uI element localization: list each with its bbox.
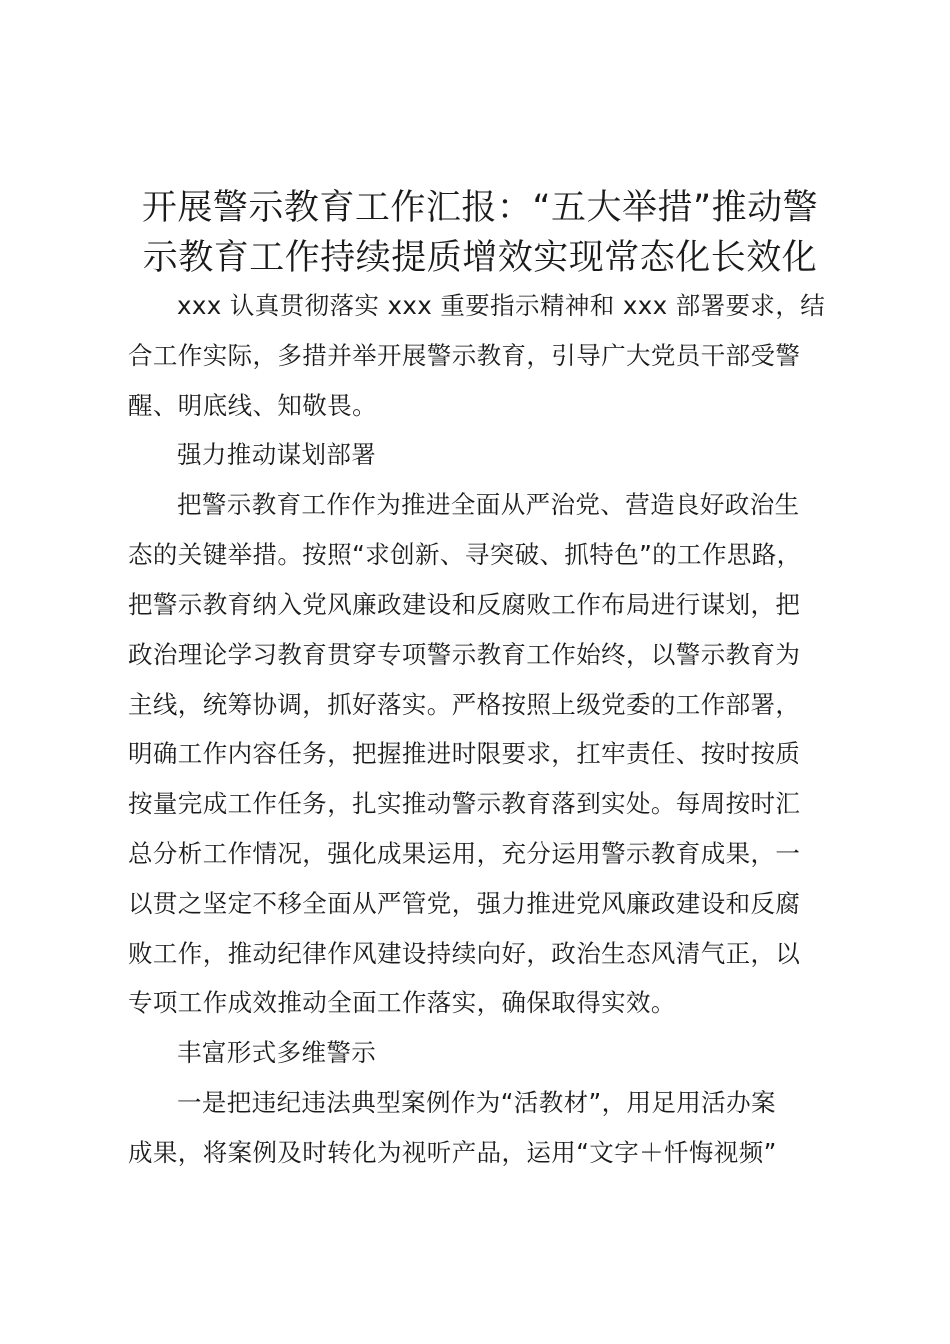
title-line-1: 开展警示教育工作汇报：“五大举措”推动警	[141, 188, 819, 228]
body-line-11: 专项工作成效推动全面工作落实，确保取得实效。	[128, 988, 676, 1017]
intro-line-3: 醒、明底线、知敬畏。	[128, 391, 377, 420]
body-line-7: 按量完成工作任务，扎实推动警示教育落到实处。每周按时汇	[128, 789, 801, 818]
body-line-9: 以贯之坚定不移全面从严管党，强力推进党风廉政建设和反腐	[128, 889, 801, 918]
body-line-13: 成果，将案例及时转化为视听产品，运用“文字＋忏悔视频”	[128, 1138, 777, 1167]
body-line-10: 败工作，推动纪律作风建设持续向好，政治生态风清气正，以	[128, 939, 801, 968]
body-line-2: 态的关键举措。按照“求创新、寻突破、抓特色”的工作思路，	[128, 540, 802, 569]
body-line-4: 政治理论学习教育贯穿专项警示教育工作始终，以警示教育为	[128, 640, 801, 669]
body-line-8: 总分析工作情况，强化成果运用，充分运用警示教育成果，一	[128, 839, 801, 868]
section-heading-1: 强力推动谋划部署	[177, 440, 377, 469]
document-title	[110, 183, 850, 283]
body-line-12: 一是把违纪违法典型案例作为“活教材”，用足用活办案	[177, 1088, 776, 1117]
intro-line-1: xxx 认真贯彻落实 xxx 重要指示精神和 xxx 部署要求，结	[177, 291, 826, 320]
intro-line-2: 合工作实际，多措并举开展警示教育，引导广大党员干部受警	[128, 341, 801, 370]
body-line-3: 把警示教育纳入党风廉政建设和反腐败工作布局进行谋划，把	[128, 590, 801, 619]
body-line-6: 明确工作内容任务，把握推进时限要求，扛牢责任、按时按质	[128, 739, 801, 768]
title-line-2: 示教育工作持续提质增效实现常态化长效化	[142, 238, 818, 278]
body-line-1: 把警示教育工作作为推进全面从严治党、营造良好政治生	[177, 490, 800, 519]
body-line-5: 主线，统筹协调，抓好落实。严格按照上级党委的工作部署，	[128, 690, 801, 719]
section-heading-2: 丰富形式多维警示	[177, 1038, 377, 1067]
